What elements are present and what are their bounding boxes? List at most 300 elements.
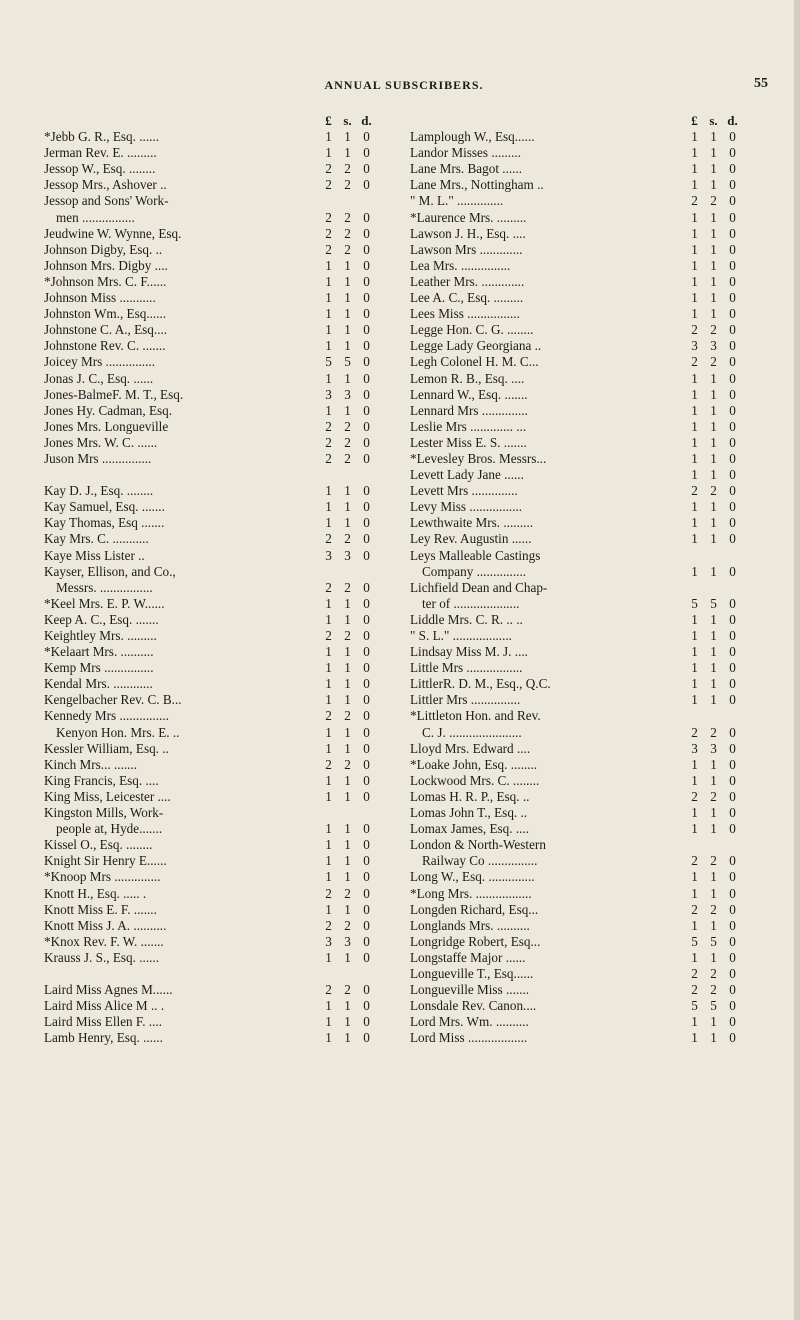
- subscriber-name: Kendal Mrs. ............: [44, 676, 153, 692]
- subscriber-row: [44, 145, 376, 161]
- pence: 0: [363, 402, 370, 418]
- pounds: 2: [691, 853, 698, 869]
- shillings: 1: [344, 370, 351, 386]
- subscriber-row: [410, 644, 742, 660]
- shillings: 1: [710, 386, 717, 402]
- pounds: 2: [325, 418, 332, 434]
- page-edge: [794, 0, 800, 1320]
- subscriber-name: C. J. ......................: [422, 724, 522, 740]
- pounds: 1: [691, 885, 698, 901]
- pence: 0: [363, 772, 370, 788]
- shillings: 1: [710, 660, 717, 676]
- pounds: 1: [691, 386, 698, 402]
- subscriber-row: [410, 580, 742, 596]
- pounds: 1: [325, 788, 332, 804]
- shillings: 2: [344, 241, 351, 257]
- subscriber-row: [410, 451, 742, 467]
- right-subscriber-list: [410, 129, 742, 1046]
- subscriber-name: Johnson Mrs. Digby ....: [44, 257, 168, 273]
- pounds: 1: [325, 499, 332, 515]
- pounds: 1: [325, 998, 332, 1014]
- subscriber-name: Laird Miss Alice M .. .: [44, 998, 165, 1014]
- shillings: 1: [344, 338, 351, 354]
- subscriber-name: Leys Malleable Castings: [410, 547, 541, 563]
- pounds: [685, 837, 704, 853]
- pence: 0: [729, 1030, 736, 1046]
- shillings: 1: [710, 885, 717, 901]
- subscriber-name: *Laurence Mrs. .........: [410, 209, 527, 225]
- subscriber-row: [44, 226, 376, 242]
- shillings: 1: [710, 306, 717, 322]
- subscriber-name: Lockwood Mrs. C. ........: [410, 772, 540, 788]
- subscriber-row: [410, 676, 742, 692]
- pounds: 1: [691, 772, 698, 788]
- pence: 0: [729, 982, 736, 998]
- pence: 0: [729, 998, 736, 1014]
- subscriber-row: [44, 692, 376, 708]
- subscriber-row: [410, 1014, 742, 1030]
- subscriber-name: Lomax James, Esq. ....: [410, 821, 530, 837]
- pence: 0: [729, 676, 736, 692]
- pence: [357, 193, 376, 209]
- pence: 0: [729, 193, 736, 209]
- pence: 0: [363, 756, 370, 772]
- subscriber-name: London & North-Western: [410, 837, 546, 853]
- pounds: 1: [691, 225, 698, 241]
- pounds: 2: [325, 579, 332, 595]
- pence: 0: [729, 901, 736, 917]
- subscriber-name: *Keel Mrs. E. P. W......: [44, 595, 165, 611]
- shillings: 2: [710, 853, 717, 869]
- shillings: 1: [344, 998, 351, 1014]
- pounds: 5: [691, 933, 698, 949]
- pence: 0: [729, 257, 736, 273]
- pounds: 1: [691, 177, 698, 193]
- subscriber-row: [44, 950, 376, 966]
- shillings: 1: [344, 692, 351, 708]
- shillings: 3: [344, 386, 351, 402]
- subscriber-name: " M. L." ..............: [410, 193, 504, 209]
- shillings: 1: [710, 257, 717, 273]
- shillings: 2: [344, 708, 351, 724]
- subscriber-name: Kay Samuel, Esq. .......: [44, 499, 165, 515]
- pounds: 1: [325, 772, 332, 788]
- pounds: [685, 580, 704, 596]
- pounds: 1: [325, 837, 332, 853]
- pence: 0: [363, 273, 370, 289]
- subscriber-name: Lemon R. B., Esq. ....: [410, 370, 525, 386]
- subscriber-row: [44, 902, 376, 918]
- pence: 0: [363, 724, 370, 740]
- pounds: 1: [691, 370, 698, 386]
- subscriber-row: [44, 531, 376, 547]
- pence: 0: [729, 805, 736, 821]
- shillings: 1: [710, 177, 717, 193]
- subscriber-name: Lees Miss ................: [410, 306, 520, 322]
- subscriber-row: [410, 757, 742, 773]
- subscriber-name: *Levesley Bros. Messrs...: [410, 450, 547, 466]
- subscriber-row: [410, 387, 742, 403]
- subscriber-name: King Francis, Esq. ....: [44, 772, 159, 788]
- pounds: 1: [325, 515, 332, 531]
- shillings: [338, 805, 357, 821]
- subscriber-name: *Johnson Mrs. C. F......: [44, 273, 167, 289]
- subscriber-name: Railway Co ...............: [422, 853, 538, 869]
- subscriber-row: [410, 193, 742, 209]
- pence: 0: [729, 402, 736, 418]
- shillings: 5: [344, 354, 351, 370]
- subscriber-row: [44, 564, 376, 580]
- subscriber-name: Jones Mrs. W. C. ......: [44, 434, 158, 450]
- shillings: 1: [710, 1030, 717, 1046]
- pounds: 1: [691, 402, 698, 418]
- subscriber-row: [44, 821, 376, 837]
- shillings: 1: [710, 821, 717, 837]
- subscriber-row: [410, 338, 742, 354]
- pence: 0: [363, 1030, 370, 1046]
- subscriber-name: Lamb Henry, Esq. ......: [44, 1030, 163, 1046]
- pence: 0: [729, 531, 736, 547]
- subscriber-row: [44, 725, 376, 741]
- subscriber-row: [410, 564, 742, 580]
- shillings: 1: [710, 917, 717, 933]
- shillings: 1: [710, 499, 717, 515]
- shillings: 2: [344, 209, 351, 225]
- pence: 0: [729, 515, 736, 531]
- pounds: 1: [691, 241, 698, 257]
- subscriber-row: [44, 886, 376, 902]
- subscriber-name: *Littleton Hon. and Rev.: [410, 708, 541, 724]
- pence: 0: [729, 241, 736, 257]
- subscriber-row: [410, 210, 742, 226]
- subscriber-row: [410, 789, 742, 805]
- subscriber-row: [410, 998, 742, 1014]
- subscriber-row: [410, 853, 742, 869]
- shillings: 1: [710, 450, 717, 466]
- pounds: 1: [691, 563, 698, 579]
- subscriber-name: Lichfield Dean and Chap-: [410, 579, 548, 595]
- pence: 0: [729, 386, 736, 402]
- pence: [723, 837, 742, 853]
- subscriber-name: Legh Colonel H. M. C...: [410, 354, 539, 370]
- subscriber-name: Little Mrs .................: [410, 660, 523, 676]
- pounds-header: £: [325, 113, 332, 128]
- subscriber-name: Kinch Mrs... .......: [44, 756, 138, 772]
- subscriber-name: Ley Rev. Augustin ......: [410, 531, 532, 547]
- pence: 0: [729, 418, 736, 434]
- pounds: 1: [325, 869, 332, 885]
- left-subscriber-column: [44, 113, 376, 1046]
- shillings: 1: [344, 483, 351, 499]
- pence: 0: [363, 499, 370, 515]
- pounds: 1: [325, 322, 332, 338]
- shillings: 1: [710, 869, 717, 885]
- pence: 0: [729, 499, 736, 515]
- shillings: 1: [344, 499, 351, 515]
- subscriber-name: Jeudwine W. Wynne, Esq.: [44, 225, 182, 241]
- pounds: 2: [325, 885, 332, 901]
- shillings-header: s.: [343, 113, 352, 128]
- shillings: 1: [710, 241, 717, 257]
- pounds: 3: [325, 386, 332, 402]
- subscriber-row: [410, 242, 742, 258]
- pounds: 1: [691, 306, 698, 322]
- subscriber-row: [44, 499, 376, 515]
- pence: 0: [729, 450, 736, 466]
- subscriber-name: Lamplough W., Esq......: [410, 129, 535, 145]
- shillings: 2: [344, 225, 351, 241]
- pence: 0: [363, 241, 370, 257]
- shillings: 1: [710, 644, 717, 660]
- subscriber-row: [44, 354, 376, 370]
- pence: 0: [363, 692, 370, 708]
- subscriber-row: [44, 853, 376, 869]
- pounds: 3: [691, 740, 698, 756]
- shillings: 2: [344, 161, 351, 177]
- pence: 0: [363, 129, 370, 145]
- subscriber-name: Jerman Rev. E. .........: [44, 145, 157, 161]
- pounds: 1: [691, 515, 698, 531]
- subscriber-row: [44, 789, 376, 805]
- shillings: 1: [344, 145, 351, 161]
- pounds: 1: [691, 821, 698, 837]
- subscriber-row: [410, 403, 742, 419]
- shillings: 2: [344, 434, 351, 450]
- shillings: 1: [710, 949, 717, 965]
- pounds: 2: [325, 756, 332, 772]
- shillings: 1: [344, 595, 351, 611]
- shillings: 1: [710, 563, 717, 579]
- pence: 0: [363, 949, 370, 965]
- subscriber-name: Kessler William, Esq. ..: [44, 740, 169, 756]
- pence: 0: [363, 450, 370, 466]
- subscriber-name: Jones Hy. Cadman, Esq.: [44, 402, 173, 418]
- subscriber-row: [410, 741, 742, 757]
- pounds: 1: [325, 821, 332, 837]
- subscriber-row: [44, 1014, 376, 1030]
- subscriber-name: Lomas H. R. P., Esq. ..: [410, 788, 530, 804]
- pence: 0: [729, 129, 736, 145]
- subscriber-name: Longueville T., Esq......: [410, 965, 534, 981]
- pounds: 1: [325, 644, 332, 660]
- pence: 0: [729, 483, 736, 499]
- shillings: 2: [344, 450, 351, 466]
- subscriber-name: *Loake John, Esq. ........: [410, 756, 538, 772]
- subscriber-row: [410, 499, 742, 515]
- subscriber-row: [410, 950, 742, 966]
- subscriber-name: Kemp Mrs ...............: [44, 660, 154, 676]
- pounds: 1: [325, 129, 332, 145]
- pounds: 5: [325, 354, 332, 370]
- pence: 0: [363, 708, 370, 724]
- pounds: 2: [325, 225, 332, 241]
- pounds: 2: [325, 450, 332, 466]
- subscriber-row: [410, 290, 742, 306]
- subscriber-row: [410, 805, 742, 821]
- pence: 0: [729, 660, 736, 676]
- pounds: 1: [325, 853, 332, 869]
- subscriber-name: Johnston Wm., Esq......: [44, 306, 167, 322]
- subscriber-name: Levy Miss ................: [410, 499, 523, 515]
- shillings: 2: [710, 724, 717, 740]
- subscriber-name: Keep A. C., Esq. .......: [44, 611, 159, 627]
- pence: 0: [363, 225, 370, 241]
- pence: 0: [729, 756, 736, 772]
- pounds: 1: [691, 917, 698, 933]
- subscriber-row: [44, 371, 376, 387]
- subscriber-name: Levett Lady Jane ......: [410, 467, 524, 483]
- pence: 0: [729, 273, 736, 289]
- subscriber-name: Johnstone Rev. C. .......: [44, 338, 166, 354]
- shillings: 2: [344, 982, 351, 998]
- shillings: 2: [344, 917, 351, 933]
- pounds: 1: [691, 499, 698, 515]
- subscriber-name: Lawson Mrs .............: [410, 241, 523, 257]
- pence: 0: [363, 611, 370, 627]
- subscriber-row: [44, 548, 376, 564]
- shillings: 2: [710, 354, 717, 370]
- pence: 0: [729, 628, 736, 643]
- pence: 0: [363, 869, 370, 885]
- subscriber-name: Liddle Mrs. C. R. .. ..: [410, 611, 523, 627]
- pounds: 3: [691, 338, 698, 354]
- subscriber-row: [44, 644, 376, 660]
- subscriber-name: Kay Thomas, Esq .......: [44, 515, 165, 531]
- pence: 0: [729, 853, 736, 869]
- pence: 0: [729, 161, 736, 177]
- pence: [723, 708, 742, 724]
- shillings: 1: [710, 290, 717, 306]
- subscriber-row: [410, 966, 742, 982]
- subscriber-name: King Miss, Leicester ....: [44, 788, 171, 804]
- section-gap: [44, 966, 376, 982]
- pounds: 2: [691, 788, 698, 804]
- subscriber-row: [44, 580, 376, 596]
- subscriber-name: Kingston Mills, Work-: [44, 805, 164, 821]
- subscriber-row: [44, 612, 376, 628]
- page-number: 55: [754, 76, 768, 91]
- shillings: 1: [344, 290, 351, 306]
- pounds: 2: [325, 982, 332, 998]
- pence: 0: [363, 901, 370, 917]
- shillings: 1: [710, 370, 717, 386]
- subscriber-name: Lennard Mrs ..............: [410, 402, 528, 418]
- pence: 0: [363, 595, 370, 611]
- pence: 0: [363, 933, 370, 949]
- subscriber-row: [410, 177, 742, 193]
- subscriber-row: [44, 837, 376, 853]
- pence: 0: [729, 145, 736, 161]
- pounds: 5: [691, 998, 698, 1014]
- subscriber-name: LittlerR. D. M., Esq., Q.C.: [410, 676, 551, 692]
- subscriber-name: Knott Miss J. A. ..........: [44, 917, 167, 933]
- subscriber-name: Keightley Mrs. .........: [44, 628, 157, 643]
- subscriber-row: [44, 998, 376, 1014]
- subscriber-name: Juson Mrs ...............: [44, 450, 152, 466]
- subscriber-name: Jones-BalmeF. M. T., Esq.: [44, 386, 184, 402]
- shillings: 2: [344, 885, 351, 901]
- pounds: 1: [325, 483, 332, 499]
- subscriber-name: Legge Hon. C. G. ........: [410, 322, 534, 338]
- pence: 0: [363, 306, 370, 322]
- pence: 0: [363, 257, 370, 273]
- pounds: 1: [691, 644, 698, 660]
- pence: 0: [363, 354, 370, 370]
- subscriber-name: Laird Miss Ellen F. ....: [44, 1014, 162, 1030]
- subscriber-name: Longlands Mrs. ..........: [410, 917, 530, 933]
- subscriber-row: [410, 596, 742, 612]
- subscriber-name: Laird Miss Agnes M......: [44, 982, 173, 998]
- pence-header: d.: [727, 113, 738, 128]
- pence: 0: [363, 1014, 370, 1030]
- subscriber-row: [410, 773, 742, 789]
- subscriber-row: [44, 177, 376, 193]
- subscriber-row: [44, 918, 376, 934]
- subscriber-row: [410, 612, 742, 628]
- pounds: 1: [691, 450, 698, 466]
- subscriber-name: *Knoop Mrs ..............: [44, 869, 161, 885]
- shillings: 1: [710, 692, 717, 708]
- pence: 0: [363, 788, 370, 804]
- pounds: 2: [325, 161, 332, 177]
- pounds: 1: [691, 434, 698, 450]
- subscriber-row: [410, 902, 742, 918]
- shillings-header: s.: [709, 113, 718, 128]
- shillings: 1: [710, 772, 717, 788]
- pence: 0: [729, 611, 736, 627]
- subscriber-row: [410, 274, 742, 290]
- pence: 0: [363, 161, 370, 177]
- shillings: 1: [344, 611, 351, 627]
- pounds: 1: [325, 901, 332, 917]
- subscriber-row: [410, 129, 742, 145]
- subscriber-row: [44, 210, 376, 226]
- pence: 0: [729, 563, 736, 579]
- pence: 0: [729, 338, 736, 354]
- subscriber-name: Littler Mrs ...............: [410, 692, 521, 708]
- pence: 0: [363, 998, 370, 1014]
- shillings: 1: [710, 756, 717, 772]
- subscriber-row: [44, 515, 376, 531]
- pence: 0: [363, 853, 370, 869]
- pence: 0: [729, 322, 736, 338]
- shillings: 1: [710, 145, 717, 161]
- subscriber-name: Company ...............: [422, 563, 527, 579]
- pounds: 1: [325, 676, 332, 692]
- subscriber-name: Kissel O., Esq. ........: [44, 837, 153, 853]
- pounds: 3: [325, 933, 332, 949]
- pence: [723, 548, 742, 564]
- subscriber-name: *Kelaart Mrs. ..........: [44, 644, 154, 660]
- pence: 0: [729, 821, 736, 837]
- pence: 0: [729, 370, 736, 386]
- pence: 0: [729, 740, 736, 756]
- subscriber-row: [410, 531, 742, 547]
- pence: 0: [363, 660, 370, 676]
- pounds: 1: [691, 692, 698, 708]
- pounds: 1: [691, 257, 698, 273]
- pounds: 1: [325, 692, 332, 708]
- pence: 0: [363, 177, 370, 193]
- subscriber-name: Jonas J. C., Esq. ......: [44, 370, 154, 386]
- pence: 0: [729, 290, 736, 306]
- subscriber-name: Lewthwaite Mrs. .........: [410, 515, 534, 531]
- pence: 0: [729, 225, 736, 241]
- pounds: 1: [691, 290, 698, 306]
- subscriber-row: [44, 258, 376, 274]
- subscriber-row: [44, 193, 376, 209]
- subscriber-row: [44, 451, 376, 467]
